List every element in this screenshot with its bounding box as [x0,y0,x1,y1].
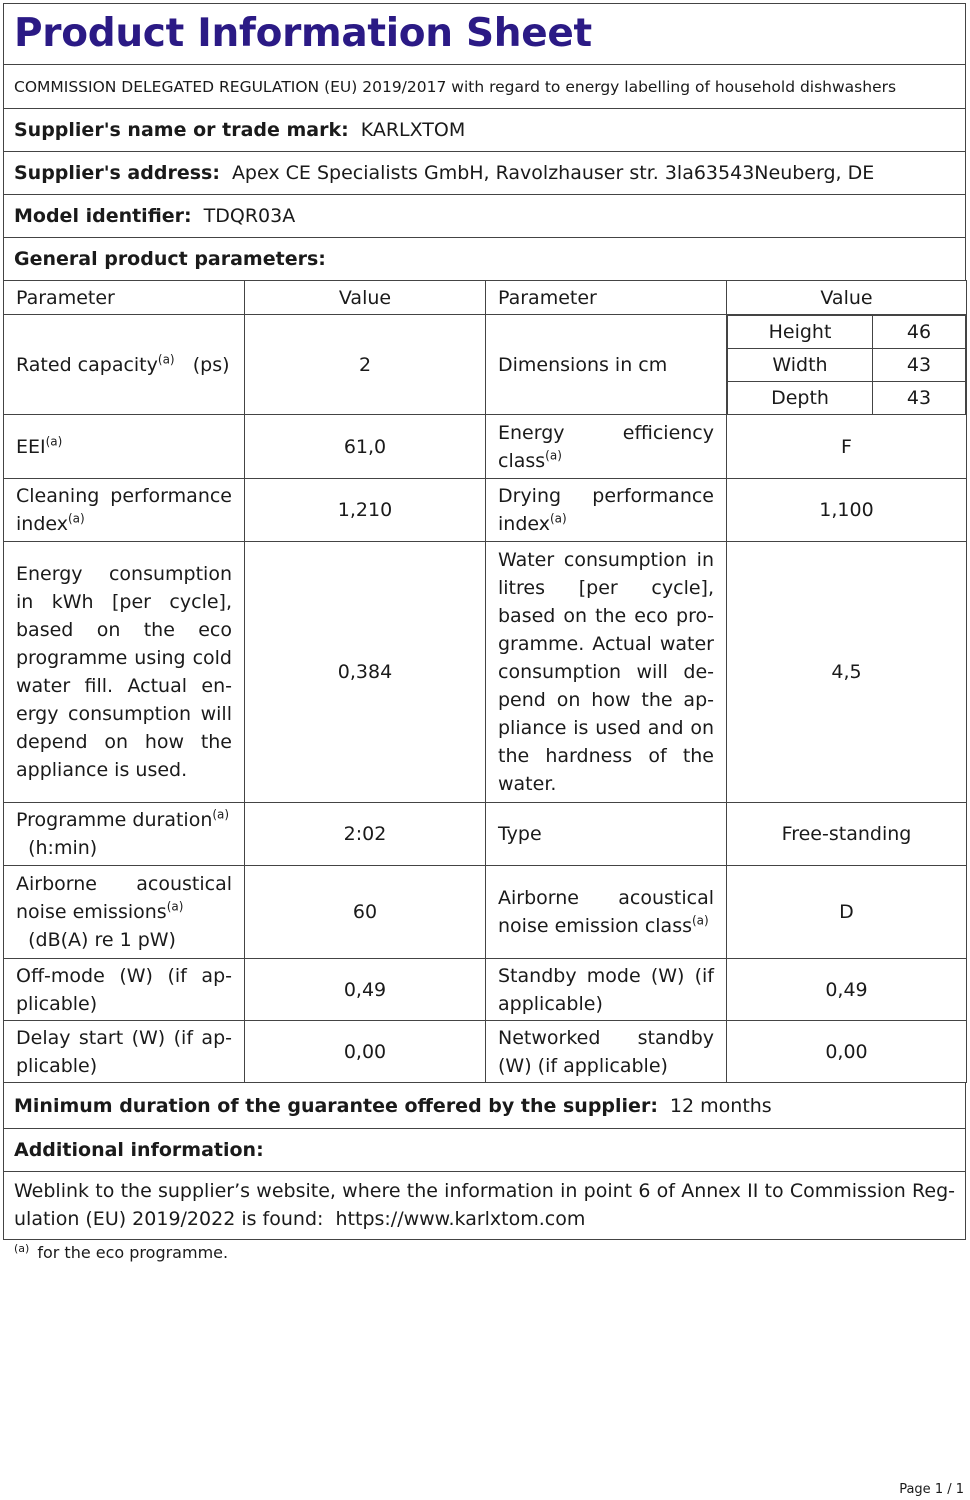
drying-value: 1,100 [727,479,967,542]
model-value: TDQR03A [203,205,296,227]
off-mode-value: 0,49 [245,959,486,1021]
footnote-marker: (a) [14,1241,30,1255]
header-parameter-1: Parameter [4,281,245,315]
table-row [4,415,967,479]
weblink-row [3,1171,966,1240]
address-label: Supplier's address: [14,162,220,184]
dimensions-cell [727,315,967,415]
header-value-1: Value [245,281,486,315]
noise-class-label: Airborne acoustical noise emission class$^{(a)}$ [486,866,727,959]
guarantee-row [3,1083,966,1128]
noise-label: Airborne acoustical noise emissions$^{(a)}$ (dB(A) re 1 pW) [4,866,245,959]
regulation-row [3,64,966,108]
regulation-text: COMMISSION DELEGATED REGULATION (EU) 2019/2017 with regard to energy labelling of household dishwashers [14,77,897,96]
table-row [4,315,967,415]
footnote [14,1243,228,1262]
standby-value: 0,49 [727,959,967,1021]
cleaning-label: Cleaning performance index$^{(a)}$ [4,479,245,542]
table-row [4,866,967,959]
title-row [3,3,966,64]
supplier-row [3,108,966,151]
dimensions-table [727,315,966,414]
page-number [899,1482,964,1497]
cleaning-value: 1,210 [245,479,486,542]
height-label: Height [728,316,873,349]
standby-label: Standby mode (W) (if applicable) [486,959,727,1021]
rated-capacity-value: 2 [245,315,486,415]
additional-info-label: Additional information: [14,1139,264,1161]
networked-standby-label: Networked standby (W) (if applicable) [486,1021,727,1083]
supplier-value: KARLXTOM [360,119,466,141]
table-row [4,479,967,542]
table-row [4,803,967,866]
width-label: Width [728,349,873,382]
drying-label: Drying performance index$^{(a)}$ [486,479,727,542]
height-value: 46 [873,316,966,349]
additional-info-row [3,1128,966,1171]
water-consumption-value: 4,5 [727,542,967,803]
programme-duration-label: Programme duration$^{(a)}$ (h:min) [4,803,245,866]
eei-value: 61,0 [245,415,486,479]
noise-class-value: D [727,866,967,959]
width-value: 43 [873,349,966,382]
page-title: Product Information Sheet [14,11,592,56]
noise-value: 60 [245,866,486,959]
rated-capacity-label: Rated capacity$^{(a)}$ (ps) [4,315,245,415]
delay-start-label: Delay start (W) (if applicable) [4,1021,245,1083]
energy-class-label: Energy efficiency class$^{(a)}$ [486,415,727,479]
energy-consumption-value: 0,384 [245,542,486,803]
page-label: Page [899,1482,931,1497]
product-information-sheet [3,3,966,1240]
parameters-table [3,280,967,1083]
model-row [3,194,966,237]
networked-standby-value: 0,00 [727,1021,967,1083]
table-row [4,1021,967,1083]
header-parameter-2: Parameter [486,281,727,315]
page-count: 1 / 1 [934,1482,964,1497]
eei-label: EEI$^{(a)}$ [4,415,245,479]
address-value: Apex CE Specialists GmbH, Ravolzhauser str. 3la63543Neuberg, DE [231,162,875,184]
supplier-label: Supplier's name or trade mark: [14,119,349,141]
table-row [4,542,967,803]
table-header-row [4,281,967,315]
energy-consumption-label: Energy consumption in kWh [per cycle], based on the eco programme using cold water fill. Actual energy consumption will depend on how the appliance is used. [4,542,245,803]
type-label: Type [486,803,727,866]
table-row [4,959,967,1021]
guarantee-value: 12 months [669,1094,772,1117]
address-row [3,151,966,194]
delay-start-value: 0,00 [245,1021,486,1083]
weblink-url[interactable]: https://www.karlxtom.com [335,1208,586,1230]
weblink-text: Weblink to the supplier’s website, where the information in point 6 of Annex II to Commission Regulation (EU) 2019/2022 is found: [14,1180,955,1230]
guarantee-label: Minimum duration of the guarantee offered by the supplier: [14,1094,658,1117]
dimensions-label: Dimensions in cm [486,315,727,415]
type-value: Free-standing [727,803,967,866]
general-parameters-label: General product parameters: [14,248,326,270]
footnote-text: for the eco programme. [37,1243,229,1262]
water-consumption-label: Water consumption in litres [per cycle], based on the eco programme. Actual water consumption will depend on how the appliance is used and on the hardness of the water. [486,542,727,803]
model-label: Model identifier: [14,205,192,227]
off-mode-label: Off-mode (W) (if applicable) [4,959,245,1021]
general-parameters-row [3,237,966,280]
programme-duration-value: 2:02 [245,803,486,866]
depth-value: 43 [873,382,966,415]
header-value-2: Value [727,281,967,315]
depth-label: Depth [728,382,873,415]
energy-class-value: F [727,415,967,479]
